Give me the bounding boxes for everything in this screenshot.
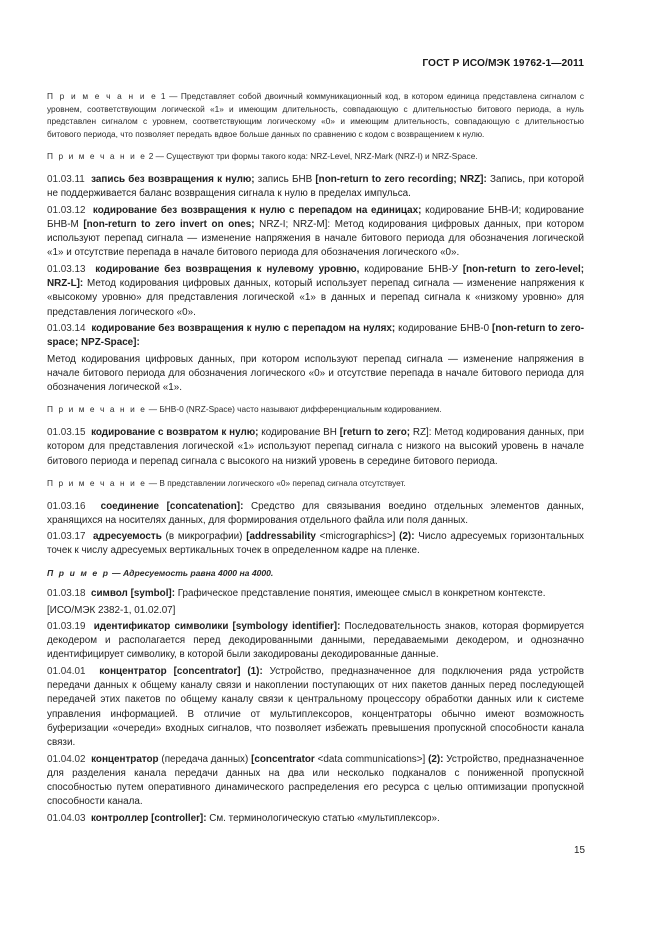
term-sense: (2): bbox=[399, 531, 415, 543]
term-number: 01.03.17 bbox=[47, 531, 86, 543]
term-en: [controller]: bbox=[148, 812, 207, 824]
term-en-abbr: NPZ-Space]: bbox=[78, 337, 140, 349]
term-entry-01-04-02 bbox=[47, 753, 584, 810]
term-number: 01.03.12 bbox=[47, 204, 86, 216]
term-number: 01.04.03 bbox=[47, 812, 86, 824]
term-definition: Устройство, предназначенное для подключения ряда устройств передачи данных к общему каналу связи и накоплении поступающих от них пакетов данных перед последующей передачей этих пакетов по общему каналу связи к центральному процессору обработки данных или к системе управления информацией. В отличие от мультиплексоров, концентраторы обычно имеют возможность буферизации «очереди» входных сигналов, что позволяет избежать превышения пропускной способности канала связи. bbox=[47, 665, 584, 749]
term-ru: запись без возвращения к нулю; bbox=[91, 173, 255, 185]
term-en-abbr: NRZ-L]: bbox=[47, 278, 84, 290]
term-number: 01.03.16 bbox=[47, 500, 86, 512]
document-id-header: ГОСТ Р ИСО/МЭК 19762-1—2011 bbox=[422, 58, 584, 69]
note-text: — БНВ-0 (NRZ-Space) часто называют дифференциальным кодированием. bbox=[146, 404, 442, 415]
term-sense: (2): bbox=[428, 753, 444, 765]
term-en: [return to zero; bbox=[339, 427, 411, 439]
example-text: — Адресуемость равна 4000 на 4000. bbox=[109, 567, 274, 578]
term-en: [non-return to zero-level; bbox=[462, 263, 585, 275]
source-reference: [ИСО/МЭК 2382-1, 01.02.07] bbox=[47, 604, 176, 616]
term-definition: Метод кодирования цифровых данных, который использует перепад сигнала — изменение напряжения к «высокому уровню» для представления логической «1» в данных и перепад сигнала к «низкому уровню» для представления логического «0». bbox=[47, 278, 584, 318]
term-en: [concentrator] (1): bbox=[166, 665, 263, 677]
note-2 bbox=[47, 150, 584, 163]
term-en-context: <micrographics>] bbox=[315, 531, 400, 543]
term-synonym: кодирование ВН bbox=[258, 427, 340, 439]
term-entry-01-03-12 bbox=[47, 204, 584, 261]
term-en: [symbology identifier]: bbox=[228, 620, 341, 632]
term-number: 01.03.19 bbox=[47, 620, 86, 632]
term-entry-01-03-11 bbox=[47, 173, 584, 202]
term-entry-01-03-18 bbox=[47, 587, 584, 601]
term-synonym: кодирование БНВ-0 bbox=[395, 322, 493, 334]
term-en-abbr: NRZ-I; NRZ-M]: bbox=[254, 218, 331, 230]
term-ru: концентратор bbox=[99, 665, 167, 677]
term-number: 01.04.01 bbox=[47, 665, 86, 677]
term-en: [non-return to zero invert on ones; bbox=[83, 218, 255, 230]
term-ru: кодирование с возвратом к нулю; bbox=[91, 427, 259, 439]
term-entry-01-03-16 bbox=[47, 500, 584, 529]
term-definition: Средство для связывания воедино отдельных элементов данных, хранящихся на носителях данных, для формирования отдельного файла или поля данных. bbox=[47, 500, 584, 526]
note-text: — В представлении логического «0» перепад сигнала отсутствует. bbox=[146, 477, 406, 488]
term-definition: Число адресуемых горизонтальных точек к числу адресуемых вертикальных точек в определенном кадре на пленке. bbox=[47, 531, 584, 557]
term-number: 01.04.02 bbox=[47, 753, 86, 765]
term-ru: идентификатор символики bbox=[93, 620, 229, 632]
example-label: П р и м е р bbox=[47, 567, 110, 578]
term-entry-01-03-17 bbox=[47, 530, 584, 559]
term-ru: адресуемость bbox=[92, 531, 162, 543]
note-label: П р и м е ч а н и е bbox=[47, 404, 147, 415]
term-number: 01.03.15 bbox=[47, 427, 86, 439]
term-definition: См. терминологическую статью «мультиплексор». bbox=[206, 812, 440, 824]
term-en: [addressability bbox=[246, 531, 316, 543]
term-en: [symbol]: bbox=[127, 588, 176, 600]
term-number: 01.03.18 bbox=[47, 588, 86, 600]
term-en-context: <data communications>] bbox=[314, 753, 429, 765]
term-number: 01.03.14 bbox=[47, 322, 86, 334]
term-definition: Метод кодирования цифровых данных, при котором используют перепад сигнала — изменение напряжения в начале битового периода для обозначения логической «1» и отсутствие перепада в начале битового периода для обозначения логического «0». bbox=[47, 218, 584, 259]
term-entry-01-04-03 bbox=[47, 812, 584, 826]
term-ru: кодирование без возвращения к нулю с перепадом на нулях; bbox=[91, 322, 396, 334]
term-definition: Устройство, предназначенное для разделения канала передачи данных на два или несколько подканалов с пониженной пропускной способностью путем оперативного динамического распределения его ресурса с целью оптимизации пропускной способности канала. bbox=[47, 753, 584, 808]
term-synonym: кодирование БНВ-У bbox=[359, 263, 463, 275]
term-en-abbr: NRZ]: bbox=[456, 173, 487, 185]
example bbox=[47, 567, 584, 580]
note-label: П р и м е ч а н и е bbox=[47, 151, 147, 162]
note-3 bbox=[47, 403, 584, 416]
term-en: [concentrator bbox=[251, 753, 315, 765]
term-context: (в микрографии) bbox=[161, 531, 247, 543]
term-definition: Графическое представление понятия, имеющее смысл в конкретном контексте. bbox=[175, 588, 546, 600]
term-ru: символ bbox=[90, 588, 128, 600]
note-label: П р и м е ч а н и е bbox=[47, 91, 158, 101]
term-ru: соединение bbox=[100, 500, 159, 512]
term-entry-01-03-14 bbox=[47, 322, 584, 351]
term-synonym: кодирование БНВ-И; кодирование БНВ-М bbox=[47, 204, 584, 230]
term-synonym: запись БНВ bbox=[254, 173, 316, 185]
term-number: 01.03.13 bbox=[47, 263, 86, 275]
term-context: (передача данных) bbox=[158, 753, 252, 765]
term-ru: контроллер bbox=[90, 812, 149, 824]
note-text: 2 — Существуют три формы такого кода: NRZ-Level, NRZ-Mark (NRZ-I) и NRZ-Space. bbox=[146, 151, 478, 162]
term-en: [concatenation]: bbox=[158, 500, 244, 512]
note-text: 1 — Представляет собой двоичный коммуникационный код, в котором единица представлена сигналом с уровнем, соответствующим логической «1» и имеющим длительность, совпадающую с длительностью битового периода, а нуль представлен сигналом с уровнем, соответствующим логическому «0» и имеющим длительность, совпадающую с длительностью битового периода, что позволяет передать вдвое больше данных по сравнению с кодом с возвращением к нулю. bbox=[47, 91, 585, 139]
note-1 bbox=[47, 90, 584, 140]
page-number: 15 bbox=[574, 845, 585, 856]
term-ru: кодирование без возвращения к нулю с перепадом на единицах; bbox=[92, 204, 422, 216]
term-definition: Запись, при которой не поддерживается баланс возвращения сигнала к нулю в пределах импульса. bbox=[47, 173, 585, 200]
term-definition: Метод кодирования данных, при котором для представления логической «1» используют перепад сигнала с низкого на высокий уровень в начале битового периода и перепад сигнала с высокого на низкий уровень в середине битового периода. bbox=[47, 427, 584, 467]
note-4 bbox=[47, 477, 584, 490]
term-entry-01-03-13 bbox=[47, 263, 584, 320]
term-ru: концентратор bbox=[91, 753, 159, 765]
term-definition: Метод кодирования цифровых данных, при котором используют перепад сигнала — изменение напряжения в начале битового периода для обозначения логического «0» и отсутствие перепада в начале битового периода для обозначения логической «1». bbox=[47, 353, 584, 394]
term-en-abbr: RZ]: bbox=[410, 427, 432, 439]
term-en: [non-return to zero-space; bbox=[47, 322, 584, 349]
note-label: П р и м е ч а н и е bbox=[47, 477, 147, 488]
term-en: [non-return to zero recording; bbox=[315, 173, 457, 185]
term-ru: кодирование без возвращения к нулевому уровню, bbox=[95, 263, 360, 275]
term-entry-01-03-15 bbox=[47, 426, 584, 469]
term-number: 01.03.11 bbox=[47, 173, 85, 185]
term-entry-01-04-01 bbox=[47, 665, 584, 751]
term-entry-01-03-19 bbox=[47, 620, 584, 663]
term-definition: Последовательность знаков, которая формируется декодером и располагается перед декодированными данными, передаваемыми декодером, и однозначно идентифицирует символику, в которой были закодированы декодированные данные. bbox=[47, 620, 584, 661]
page-content bbox=[47, 90, 584, 828]
